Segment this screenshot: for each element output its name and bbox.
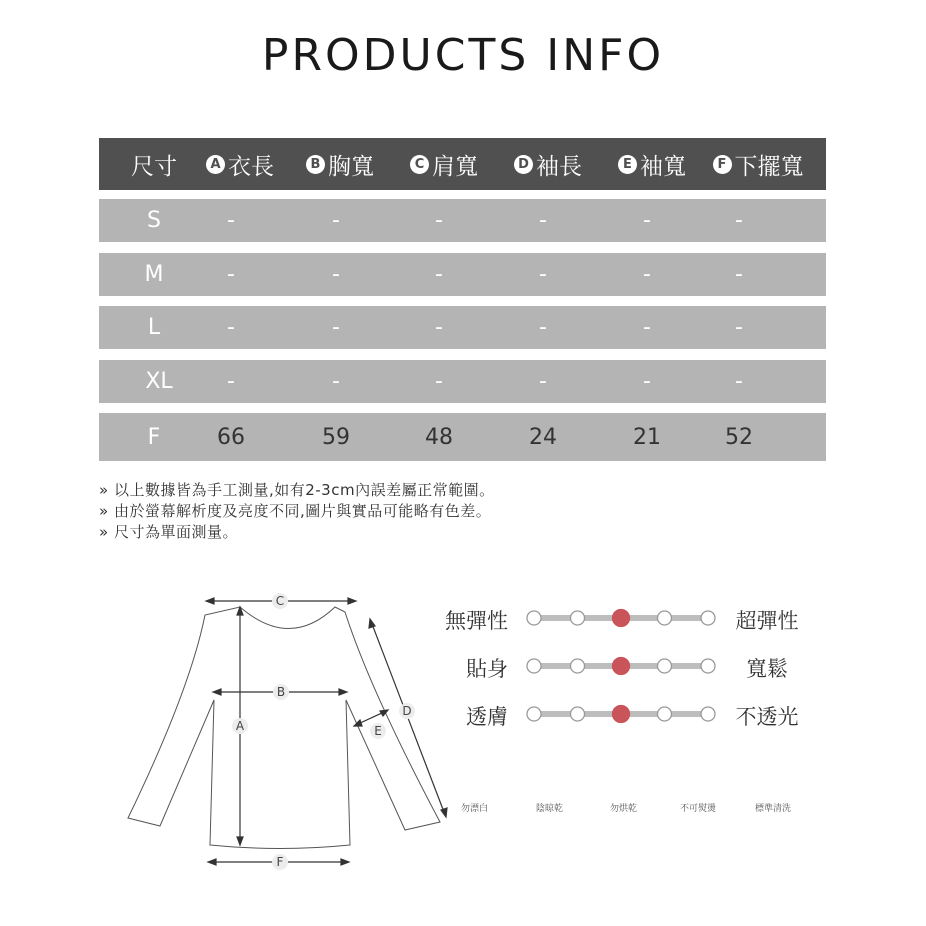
size-table-header bbox=[99, 138, 826, 190]
header-col-label: 衣長 bbox=[228, 153, 274, 180]
scale-fit-right: 寬鬆 bbox=[746, 657, 788, 681]
row-value: - bbox=[435, 262, 443, 287]
scale-marker bbox=[571, 659, 585, 673]
header-col-b bbox=[295, 138, 385, 190]
scale-marker bbox=[658, 659, 672, 673]
scale-sheer-right: 不透光 bbox=[735, 705, 799, 729]
scale-marker bbox=[701, 707, 715, 721]
header-col-c bbox=[399, 138, 489, 190]
row-value: - bbox=[227, 262, 235, 287]
row-value: - bbox=[643, 369, 651, 394]
header-col-a bbox=[195, 138, 285, 190]
row-value: - bbox=[435, 208, 443, 233]
scale-fit-slider bbox=[526, 654, 716, 678]
label-d: D bbox=[402, 704, 412, 718]
badge-b-icon: B bbox=[306, 155, 325, 174]
row-size: S bbox=[147, 208, 161, 233]
scale-marker bbox=[658, 707, 672, 721]
row-value: - bbox=[539, 315, 547, 340]
scale-elasticity-left: 無彈性 bbox=[445, 609, 508, 633]
label-c: C bbox=[275, 594, 285, 608]
row-value: - bbox=[332, 315, 340, 340]
header-size-label: 尺寸 bbox=[131, 153, 177, 180]
row-value: - bbox=[735, 208, 743, 233]
scale-sheer-left: 透膚 bbox=[466, 705, 508, 729]
size-row-s bbox=[99, 199, 826, 242]
header-col-d bbox=[503, 138, 593, 190]
row-value: - bbox=[735, 315, 743, 340]
size-row-m bbox=[99, 253, 826, 296]
badge-e-icon: E bbox=[618, 155, 637, 174]
badge-f-icon: F bbox=[713, 155, 732, 174]
row-size: L bbox=[147, 315, 161, 340]
row-value: - bbox=[435, 315, 443, 340]
header-col-label: 下擺寬 bbox=[734, 153, 804, 180]
care-no-bleach: 勿漂白 bbox=[461, 804, 489, 814]
row-value: - bbox=[539, 369, 547, 394]
note-line: » 尺寸為單面測量。 bbox=[99, 523, 238, 541]
care-no-tumble-dry: 勿烘乾 bbox=[610, 804, 638, 814]
row-value: - bbox=[227, 208, 235, 233]
header-col-label: 袖長 bbox=[536, 153, 582, 180]
care-no-iron: 不可熨燙 bbox=[680, 804, 717, 814]
row-value: 66 bbox=[217, 424, 245, 450]
label-f: F bbox=[276, 855, 284, 869]
badge-a-icon: A bbox=[206, 155, 225, 174]
note-line: » 以上數據皆為手工測量,如有2-3cm內誤差屬正常範圍。 bbox=[99, 481, 495, 499]
size-row-xl bbox=[99, 360, 826, 403]
scale-marker bbox=[571, 611, 585, 625]
label-e: E bbox=[374, 724, 382, 738]
scale-marker-active bbox=[613, 658, 630, 675]
row-value: - bbox=[435, 369, 443, 394]
row-size: M bbox=[144, 262, 164, 287]
scale-marker-active bbox=[613, 610, 630, 627]
header-col-label: 袖寬 bbox=[640, 153, 686, 180]
scale-marker bbox=[527, 707, 541, 721]
row-value: - bbox=[227, 369, 235, 394]
header-col-label: 胸寬 bbox=[328, 153, 374, 180]
scale-sheer-slider bbox=[526, 702, 716, 726]
row-value: - bbox=[643, 262, 651, 287]
garment-measurement-diagram bbox=[120, 585, 460, 885]
label-a: A bbox=[235, 719, 245, 733]
note-line: » 由於螢幕解析度及亮度不同,圖片與實品可能略有色差。 bbox=[99, 502, 492, 520]
row-value: - bbox=[227, 315, 235, 340]
row-value: - bbox=[643, 315, 651, 340]
row-value: - bbox=[539, 208, 547, 233]
measurement-notes bbox=[99, 480, 495, 543]
row-value: 24 bbox=[529, 424, 557, 450]
row-value: - bbox=[735, 369, 743, 394]
scale-fit-left: 貼身 bbox=[466, 657, 508, 681]
scale-marker-active bbox=[613, 706, 630, 723]
row-value: 52 bbox=[725, 424, 753, 450]
row-value: - bbox=[332, 208, 340, 233]
shirt-outline bbox=[128, 607, 440, 849]
scale-marker bbox=[701, 659, 715, 673]
row-value: - bbox=[539, 262, 547, 287]
row-value: 48 bbox=[425, 424, 453, 450]
header-col-e bbox=[607, 138, 697, 190]
scale-marker bbox=[527, 659, 541, 673]
label-b: B bbox=[276, 685, 286, 699]
badge-c-icon: C bbox=[410, 155, 429, 174]
size-row-f bbox=[99, 413, 826, 461]
row-value: - bbox=[643, 208, 651, 233]
header-col-f bbox=[703, 138, 813, 190]
scale-elasticity-slider bbox=[526, 606, 716, 630]
care-standard-wash: 標準清洗 bbox=[755, 804, 792, 814]
row-value: - bbox=[332, 369, 340, 394]
row-value: - bbox=[332, 262, 340, 287]
scale-elasticity-right: 超彈性 bbox=[735, 609, 799, 633]
scale-marker bbox=[658, 611, 672, 625]
page-title: PRODUCTS INFO bbox=[261, 30, 665, 81]
row-value: 21 bbox=[633, 424, 661, 450]
care-shade-dry: 陰晾乾 bbox=[536, 804, 564, 814]
badge-d-icon: D bbox=[514, 155, 533, 174]
scale-marker bbox=[701, 611, 715, 625]
size-row-l bbox=[99, 306, 826, 349]
header-col-label: 肩寬 bbox=[432, 153, 478, 180]
row-size: F bbox=[147, 424, 161, 450]
scale-marker bbox=[527, 611, 541, 625]
row-value: - bbox=[735, 262, 743, 287]
row-size: XL bbox=[145, 369, 173, 394]
row-value: 59 bbox=[322, 424, 350, 450]
scale-marker bbox=[571, 707, 585, 721]
